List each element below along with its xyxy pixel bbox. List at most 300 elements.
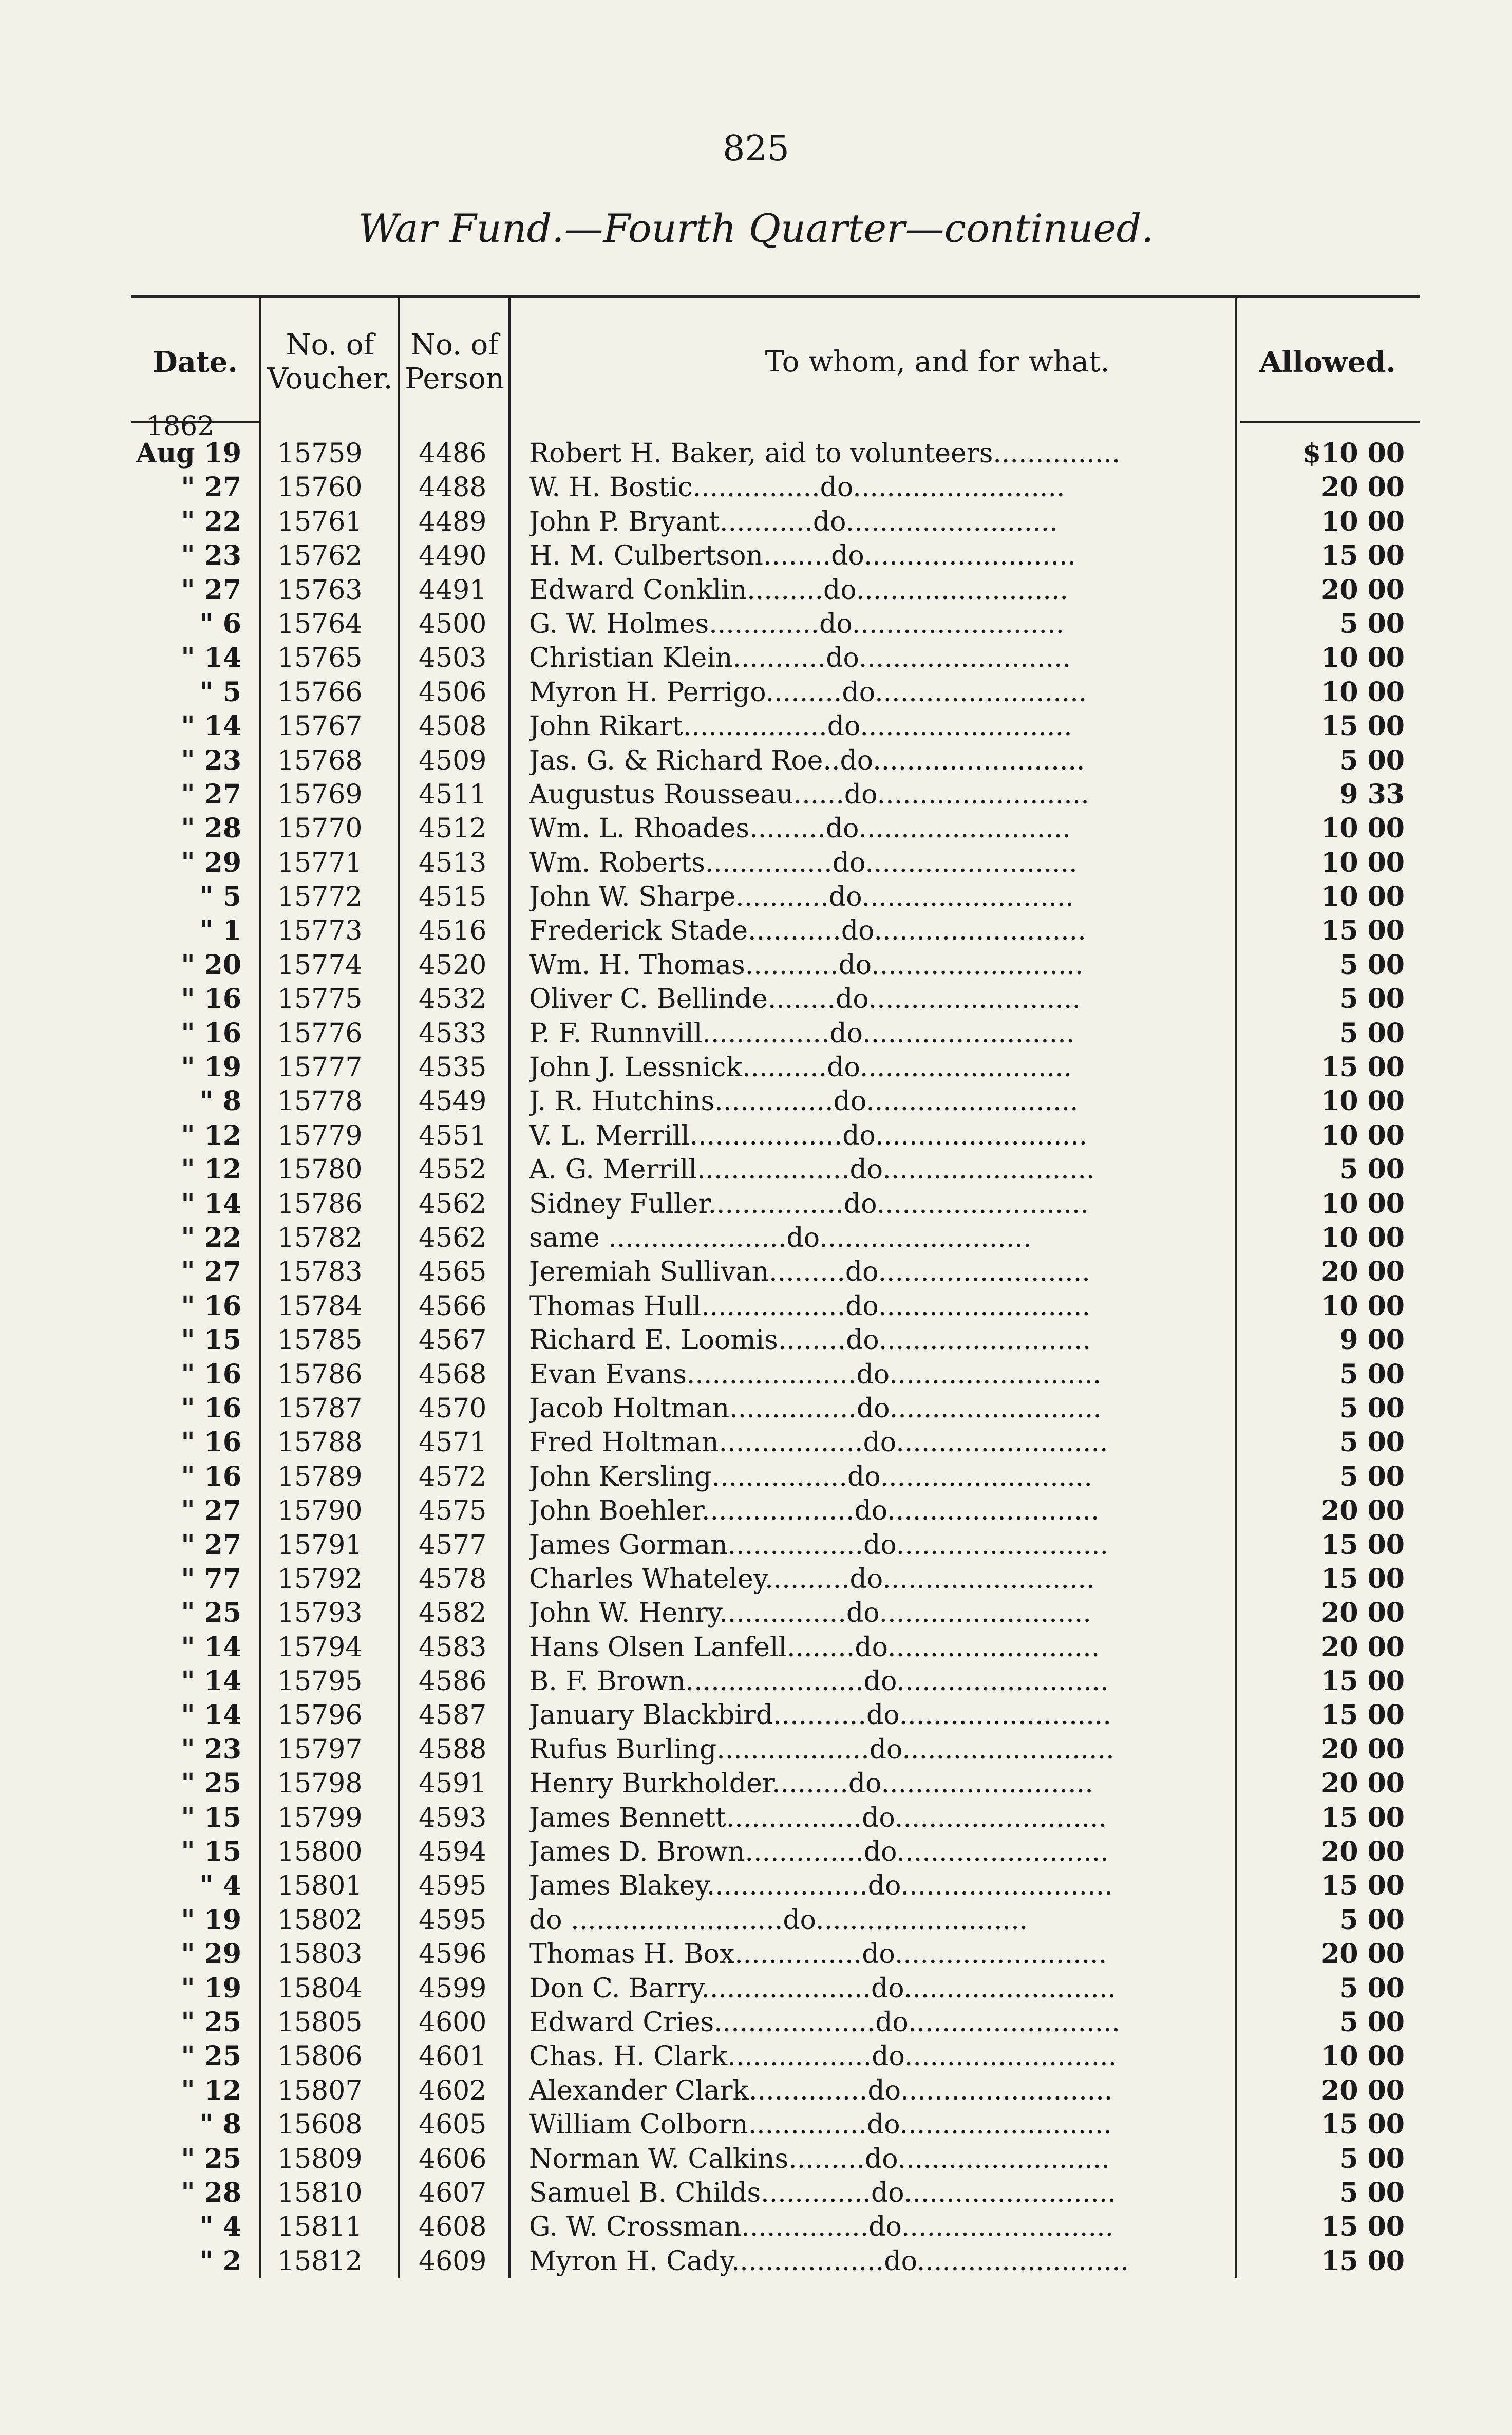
page-number: 825 <box>723 128 789 169</box>
row-whom: A. G. Merrill..................do......................... <box>529 1154 1095 1186</box>
table-row <box>131 1392 1420 1426</box>
table-row <box>131 982 1420 1016</box>
row-voucher: 15794 <box>277 1632 363 1663</box>
row-date: " 4 <box>199 2211 241 2243</box>
row-date: " 77 <box>181 1563 241 1595</box>
row-voucher: 15769 <box>277 779 363 810</box>
row-allowed: 15 00 <box>1321 540 1405 572</box>
row-date: " 16 <box>181 1460 241 1492</box>
table-row <box>131 2142 1420 2176</box>
row-date: " 5 <box>199 676 241 708</box>
row-allowed: 20 00 <box>1321 1631 1405 1663</box>
row-voucher: 15793 <box>277 1598 363 1629</box>
row-whom: Wm. H. Thomas...........do......................... <box>529 949 1084 981</box>
header-whom: To whom, and for what. <box>765 345 1110 379</box>
table-row <box>131 2006 1420 2039</box>
table-row <box>131 1119 1420 1153</box>
row-person: 4490 <box>419 540 487 572</box>
row-date: " 29 <box>181 847 241 878</box>
row-person: 4516 <box>419 915 487 947</box>
table-row <box>131 1084 1420 1118</box>
table-row <box>131 2210 1420 2244</box>
table-row <box>131 1187 1420 1221</box>
row-date: " 25 <box>181 2040 241 2072</box>
table-row <box>131 607 1420 641</box>
row-voucher: 15804 <box>277 1973 363 2004</box>
row-voucher: 15800 <box>277 1837 363 1868</box>
table-row <box>131 1460 1420 1494</box>
row-voucher: 15791 <box>277 1529 363 1561</box>
row-voucher: 15809 <box>277 2143 363 2175</box>
row-allowed: 5 00 <box>1339 1972 1405 2004</box>
row-person: 4583 <box>419 1632 487 1663</box>
row-whom: Fred Holtman.................do......................... <box>529 1427 1108 1458</box>
row-allowed: 15 00 <box>1321 1802 1405 1833</box>
table-row <box>131 948 1420 982</box>
row-allowed: 5 00 <box>1339 983 1405 1015</box>
header-voucher: No. of Voucher. <box>267 328 393 396</box>
row-person: 4512 <box>419 813 487 845</box>
row-voucher: 15763 <box>277 574 363 606</box>
header-allowed: Allowed. <box>1259 345 1396 379</box>
row-whom: Sidney Fuller................do......................... <box>529 1188 1089 1220</box>
row-voucher: 15790 <box>277 1495 363 1527</box>
row-allowed: 15 00 <box>1321 2245 1405 2277</box>
row-person: 4600 <box>419 2007 487 2038</box>
row-voucher: 15772 <box>277 882 363 913</box>
row-date: " 28 <box>181 813 241 845</box>
row-person: 4508 <box>419 711 487 742</box>
row-whom: Wm. Roberts...............do......................... <box>529 847 1078 878</box>
table-row <box>131 1017 1420 1051</box>
table-row <box>131 2074 1420 2108</box>
row-date: " 15 <box>181 1836 241 1868</box>
row-whom: John P. Bryant...........do......................... <box>529 506 1058 537</box>
row-whom: do .........................do......................... <box>529 1904 1028 1936</box>
row-date: " 27 <box>181 1495 241 1527</box>
row-allowed: 20 00 <box>1321 1836 1405 1868</box>
row-whom: John W. Sharpe...........do......................... <box>529 882 1074 913</box>
row-voucher: 15768 <box>277 745 363 776</box>
row-date: " 14 <box>181 1699 241 1731</box>
row-person: 4591 <box>419 1768 487 1800</box>
row-allowed: 5 00 <box>1339 1392 1405 1424</box>
table-row <box>131 1528 1420 1562</box>
table-row <box>131 846 1420 880</box>
row-person: 4551 <box>419 1120 487 1151</box>
row-allowed: 20 00 <box>1321 1256 1405 1288</box>
table-row <box>131 1937 1420 1971</box>
row-whom: G. W. Crossman...............do......................... <box>529 2212 1114 2243</box>
row-person: 4562 <box>419 1222 487 1253</box>
row-allowed: 5 00 <box>1339 1460 1405 1492</box>
table-row <box>131 1289 1420 1323</box>
row-allowed: 20 00 <box>1321 1495 1405 1527</box>
row-allowed: 10 00 <box>1321 1188 1405 1220</box>
row-date: " 22 <box>181 505 241 537</box>
row-voucher: 15775 <box>277 984 363 1015</box>
row-allowed: 5 00 <box>1339 744 1405 776</box>
table-row <box>131 1733 1420 1767</box>
row-date: " 12 <box>181 1119 241 1151</box>
row-whom: Alexander Clark..............do......................... <box>529 2075 1113 2106</box>
row-person: 4509 <box>419 745 487 776</box>
row-date: " 25 <box>181 1768 241 1800</box>
row-voucher: 15783 <box>277 1257 363 1288</box>
row-date: " 5 <box>199 881 241 913</box>
row-date: " 25 <box>181 2143 241 2175</box>
row-whom: G. W. Holmes.............do......................... <box>529 608 1065 640</box>
row-person: 4609 <box>419 2245 487 2277</box>
row-allowed: 15 00 <box>1321 1870 1405 1902</box>
row-allowed: 10 00 <box>1321 847 1405 878</box>
row-allowed: 15 00 <box>1321 1529 1405 1561</box>
table-row <box>131 1255 1420 1289</box>
row-whom: H. M. Culbertson........do......................... <box>529 540 1076 572</box>
row-voucher: 15802 <box>277 1904 363 1936</box>
row-date: " 19 <box>181 1972 241 2004</box>
table-row <box>131 1494 1420 1528</box>
header-person: No. of Person <box>405 328 504 396</box>
row-person: 4513 <box>419 847 487 878</box>
row-person: 4506 <box>419 677 487 708</box>
row-date: " 15 <box>181 1324 241 1356</box>
row-voucher: 15787 <box>277 1393 363 1424</box>
row-whom: P. F. Runnvill...............do......................... <box>529 1018 1075 1049</box>
table-row <box>131 914 1420 948</box>
row-allowed: 5 00 <box>1339 1154 1405 1186</box>
row-allowed: 10 00 <box>1321 813 1405 845</box>
row-voucher: 15773 <box>277 915 363 947</box>
row-whom: Wm. L. Rhoades.........do......................... <box>529 813 1071 845</box>
row-date: " 23 <box>181 1733 241 1765</box>
row-voucher: 15810 <box>277 2177 363 2208</box>
row-voucher: 15777 <box>277 1052 363 1083</box>
row-whom: Frederick Stade...........do......................... <box>529 915 1086 947</box>
table-row <box>131 2108 1420 2142</box>
row-allowed: 5 00 <box>1339 949 1405 981</box>
row-person: 4562 <box>419 1188 487 1220</box>
row-whom: Thomas Hull.................do......................... <box>529 1290 1091 1322</box>
row-voucher: 15759 <box>277 438 363 469</box>
row-date: " 14 <box>181 642 241 674</box>
row-person: 4599 <box>419 1973 487 2004</box>
page-title: War Fund.—Fourth Quarter—continued. <box>358 205 1154 251</box>
row-date: " 16 <box>181 1290 241 1322</box>
row-whom: Jas. G. & Richard Roe..do......................... <box>529 745 1085 776</box>
table-row <box>131 1153 1420 1187</box>
row-voucher: 15760 <box>277 472 363 503</box>
row-allowed: $10 00 <box>1302 438 1405 469</box>
row-voucher: 15796 <box>277 1700 363 1731</box>
row-date: " 14 <box>181 710 241 742</box>
table-row <box>131 1903 1420 1937</box>
table-row <box>131 1631 1420 1664</box>
header-rule <box>1240 421 1420 423</box>
row-allowed: 10 00 <box>1321 642 1405 674</box>
table-row <box>131 676 1420 709</box>
row-whom: Jeremiah Sullivan.........do......................... <box>529 1257 1090 1288</box>
row-whom: Myron H. Cady..................do......................... <box>529 2245 1129 2277</box>
row-date: " 27 <box>181 472 241 503</box>
row-whom: Rufus Burling..................do......................... <box>529 1734 1114 1765</box>
row-voucher: 15795 <box>277 1666 363 1697</box>
row-person: 4567 <box>419 1325 487 1356</box>
row-date: " 28 <box>181 2177 241 2208</box>
row-whom: James Blakey...................do......................... <box>529 1870 1113 1902</box>
row-allowed: 10 00 <box>1321 1119 1405 1151</box>
row-voucher: 15807 <box>277 2075 363 2106</box>
row-date: " 22 <box>181 1222 241 1253</box>
row-person: 4582 <box>419 1598 487 1629</box>
row-person: 4575 <box>419 1495 487 1527</box>
row-voucher: 15784 <box>277 1290 363 1322</box>
row-voucher: 15803 <box>277 1939 363 1970</box>
row-voucher: 15806 <box>277 2041 363 2072</box>
row-person: 4486 <box>419 438 487 469</box>
row-whom: Edward Cries...................do......................... <box>529 2007 1121 2038</box>
row-allowed: 9 00 <box>1339 1324 1405 1356</box>
table-row <box>131 1972 1420 2006</box>
row-person: 4549 <box>419 1086 487 1117</box>
row-person: 4520 <box>419 949 487 981</box>
table-body <box>131 437 1420 2278</box>
row-allowed: 10 00 <box>1321 1085 1405 1117</box>
row-date: " 27 <box>181 778 241 810</box>
row-voucher: 15801 <box>277 1870 363 1902</box>
row-voucher: 15767 <box>277 711 363 742</box>
row-whom: Augustus Rousseau......do......................... <box>529 779 1089 810</box>
row-voucher: 15608 <box>277 2109 363 2141</box>
row-allowed: 20 00 <box>1321 1733 1405 1765</box>
row-whom: Edward Conklin.........do......................... <box>529 574 1068 606</box>
row-whom: Robert H. Baker, aid to volunteers............... <box>529 438 1121 469</box>
row-allowed: 5 00 <box>1339 1904 1405 1936</box>
row-date: " 25 <box>181 1597 241 1629</box>
row-allowed: 20 00 <box>1321 472 1405 503</box>
year-label: 1862 <box>146 411 215 442</box>
row-whom: Charles Whateley..........do......................... <box>529 1563 1095 1595</box>
row-person: 4596 <box>419 1939 487 1970</box>
top-rule <box>131 295 1420 298</box>
row-person: 4595 <box>419 1870 487 1902</box>
row-whom: V. L. Merrill..................do......................... <box>529 1120 1088 1151</box>
table-row <box>131 1221 1420 1255</box>
row-voucher: 15764 <box>277 608 363 640</box>
row-person: 4511 <box>419 779 487 810</box>
row-person: 4594 <box>419 1837 487 1868</box>
row-voucher: 15761 <box>277 506 363 537</box>
table-row <box>131 812 1420 846</box>
table-row <box>131 1767 1420 1801</box>
row-whom: James Bennett................do......................... <box>529 1802 1107 1833</box>
row-whom: Myron H. Perrigo.........do......................... <box>529 677 1087 708</box>
row-allowed: 20 00 <box>1321 1597 1405 1629</box>
row-whom: W. H. Bostic...............do......................... <box>529 472 1065 503</box>
row-whom: John J. Lessnick..........do......................... <box>529 1052 1072 1083</box>
row-date: Aug 19 <box>136 438 241 469</box>
row-allowed: 10 00 <box>1321 1290 1405 1322</box>
row-voucher: 15771 <box>277 847 363 878</box>
row-whom: Samuel B. Childs.............do......................... <box>529 2177 1116 2208</box>
row-voucher: 15780 <box>277 1154 363 1186</box>
row-allowed: 20 00 <box>1321 574 1405 606</box>
row-person: 4571 <box>419 1427 487 1458</box>
row-allowed: 15 00 <box>1321 915 1405 947</box>
row-whom: Don C. Barry....................do......................... <box>529 1973 1116 2004</box>
row-date: " 14 <box>181 1188 241 1220</box>
header-date: Date. <box>153 345 238 379</box>
row-voucher: 15785 <box>277 1325 363 1356</box>
row-voucher: 15765 <box>277 643 363 674</box>
row-date: " 12 <box>181 2074 241 2106</box>
table-row <box>131 505 1420 539</box>
row-voucher: 15805 <box>277 2007 363 2038</box>
row-voucher: 15782 <box>277 1222 363 1253</box>
row-voucher: 15799 <box>277 1802 363 1833</box>
row-person: 4578 <box>419 1563 487 1595</box>
row-date: " 25 <box>181 2006 241 2038</box>
row-date: " 23 <box>181 540 241 572</box>
row-person: 4552 <box>419 1154 487 1186</box>
row-whom: Henry Burkholder.........do......................... <box>529 1768 1093 1800</box>
row-allowed: 15 00 <box>1321 1563 1405 1595</box>
row-person: 4595 <box>419 1904 487 1936</box>
table-row <box>131 1596 1420 1630</box>
table-row <box>131 1358 1420 1392</box>
row-allowed: 9 33 <box>1339 778 1405 810</box>
row-date: " 20 <box>181 949 241 981</box>
row-whom: J. R. Hutchins..............do......................... <box>529 1086 1079 1117</box>
row-allowed: 10 00 <box>1321 1222 1405 1253</box>
table-row <box>131 573 1420 607</box>
row-person: 4587 <box>419 1700 487 1731</box>
table-row <box>131 471 1420 504</box>
row-whom: Oliver C. Bellinde........do......................... <box>529 984 1081 1015</box>
row-allowed: 10 00 <box>1321 2040 1405 2072</box>
row-voucher: 15762 <box>277 540 363 572</box>
row-voucher: 15812 <box>277 2245 363 2277</box>
row-date: " 16 <box>181 1358 241 1390</box>
row-date: " 19 <box>181 1904 241 1936</box>
row-person: 4577 <box>419 1529 487 1561</box>
row-voucher: 15788 <box>277 1427 363 1458</box>
row-whom: Evan Evans....................do......................... <box>529 1359 1102 1390</box>
row-person: 4572 <box>419 1461 487 1492</box>
row-date: " 29 <box>181 1938 241 1970</box>
table-row <box>131 1869 1420 1903</box>
row-allowed: 5 00 <box>1339 1358 1405 1390</box>
row-voucher: 15797 <box>277 1734 363 1765</box>
row-date: " 2 <box>199 2245 241 2277</box>
row-allowed: 5 00 <box>1339 2177 1405 2208</box>
row-voucher: 15811 <box>277 2212 363 2243</box>
table-row <box>131 709 1420 743</box>
row-allowed: 10 00 <box>1321 881 1405 913</box>
row-date: " 23 <box>181 744 241 776</box>
row-whom: John W. Henry...............do......................... <box>529 1598 1091 1629</box>
table-row <box>131 1051 1420 1084</box>
row-voucher: 15792 <box>277 1563 363 1595</box>
row-whom: Thomas H. Box...............do......................... <box>529 1939 1107 1970</box>
row-allowed: 5 00 <box>1339 2006 1405 2038</box>
row-date: " 27 <box>181 1529 241 1561</box>
row-date: " 16 <box>181 1017 241 1049</box>
row-whom: Jacob Holtman...............do......................... <box>529 1393 1102 1424</box>
table-row <box>131 1323 1420 1357</box>
table-row <box>131 1801 1420 1835</box>
row-date: " 4 <box>199 1870 241 1902</box>
row-allowed: 5 00 <box>1339 2143 1405 2175</box>
row-voucher: 15779 <box>277 1120 363 1151</box>
table-header <box>131 303 1420 442</box>
row-voucher: 15766 <box>277 677 363 708</box>
table-row <box>131 437 1420 471</box>
row-allowed: 15 00 <box>1321 2211 1405 2243</box>
table-row <box>131 880 1420 914</box>
row-person: 4500 <box>419 608 487 640</box>
row-date: " 14 <box>181 1631 241 1663</box>
row-person: 4491 <box>419 574 487 606</box>
row-whom: January Blackbird...........do......................... <box>529 1700 1111 1731</box>
row-whom: Hans Olsen Lanfell........do......................... <box>529 1632 1100 1663</box>
row-person: 4586 <box>419 1666 487 1697</box>
table-row <box>131 1835 1420 1869</box>
row-whom: John Rikart.................do......................... <box>529 711 1072 742</box>
table-row <box>131 1426 1420 1459</box>
row-whom: James Gorman................do......................... <box>529 1529 1109 1561</box>
row-allowed: 15 00 <box>1321 2109 1405 2141</box>
row-date: " 6 <box>199 608 241 640</box>
row-whom: Norman W. Calkins.........do......................... <box>529 2143 1110 2175</box>
row-whom: John Kersling................do......................... <box>529 1461 1092 1492</box>
table-row <box>131 641 1420 675</box>
row-allowed: 15 00 <box>1321 1699 1405 1731</box>
row-date: " 12 <box>181 1154 241 1186</box>
row-person: 4602 <box>419 2075 487 2106</box>
row-voucher: 15776 <box>277 1018 363 1049</box>
row-voucher: 15786 <box>277 1188 363 1220</box>
table-row <box>131 1664 1420 1698</box>
row-date: " 15 <box>181 1802 241 1833</box>
row-person: 4565 <box>419 1257 487 1288</box>
row-date: " 16 <box>181 983 241 1015</box>
row-person: 4607 <box>419 2177 487 2208</box>
row-whom: John Boehler..................do......................... <box>529 1495 1100 1527</box>
table-row <box>131 1562 1420 1596</box>
row-voucher: 15774 <box>277 949 363 981</box>
row-allowed: 20 00 <box>1321 1938 1405 1970</box>
row-whom: James D. Brown..............do......................... <box>529 1837 1109 1868</box>
row-voucher: 15786 <box>277 1359 363 1390</box>
table-row <box>131 1698 1420 1732</box>
row-allowed: 10 00 <box>1321 676 1405 708</box>
row-person: 4570 <box>419 1393 487 1424</box>
row-voucher: 15770 <box>277 813 363 845</box>
row-allowed: 20 00 <box>1321 1768 1405 1800</box>
row-allowed: 15 00 <box>1321 1052 1405 1083</box>
table-row <box>131 539 1420 573</box>
row-date: " 16 <box>181 1392 241 1424</box>
row-allowed: 15 00 <box>1321 1665 1405 1697</box>
row-whom: same .....................do......................... <box>529 1222 1032 1253</box>
row-whom: Richard E. Loomis........do......................... <box>529 1325 1091 1356</box>
row-date: " 1 <box>199 915 241 947</box>
row-person: 4515 <box>419 882 487 913</box>
row-person: 4605 <box>419 2109 487 2141</box>
row-allowed: 15 00 <box>1321 710 1405 742</box>
table-row <box>131 2039 1420 2073</box>
